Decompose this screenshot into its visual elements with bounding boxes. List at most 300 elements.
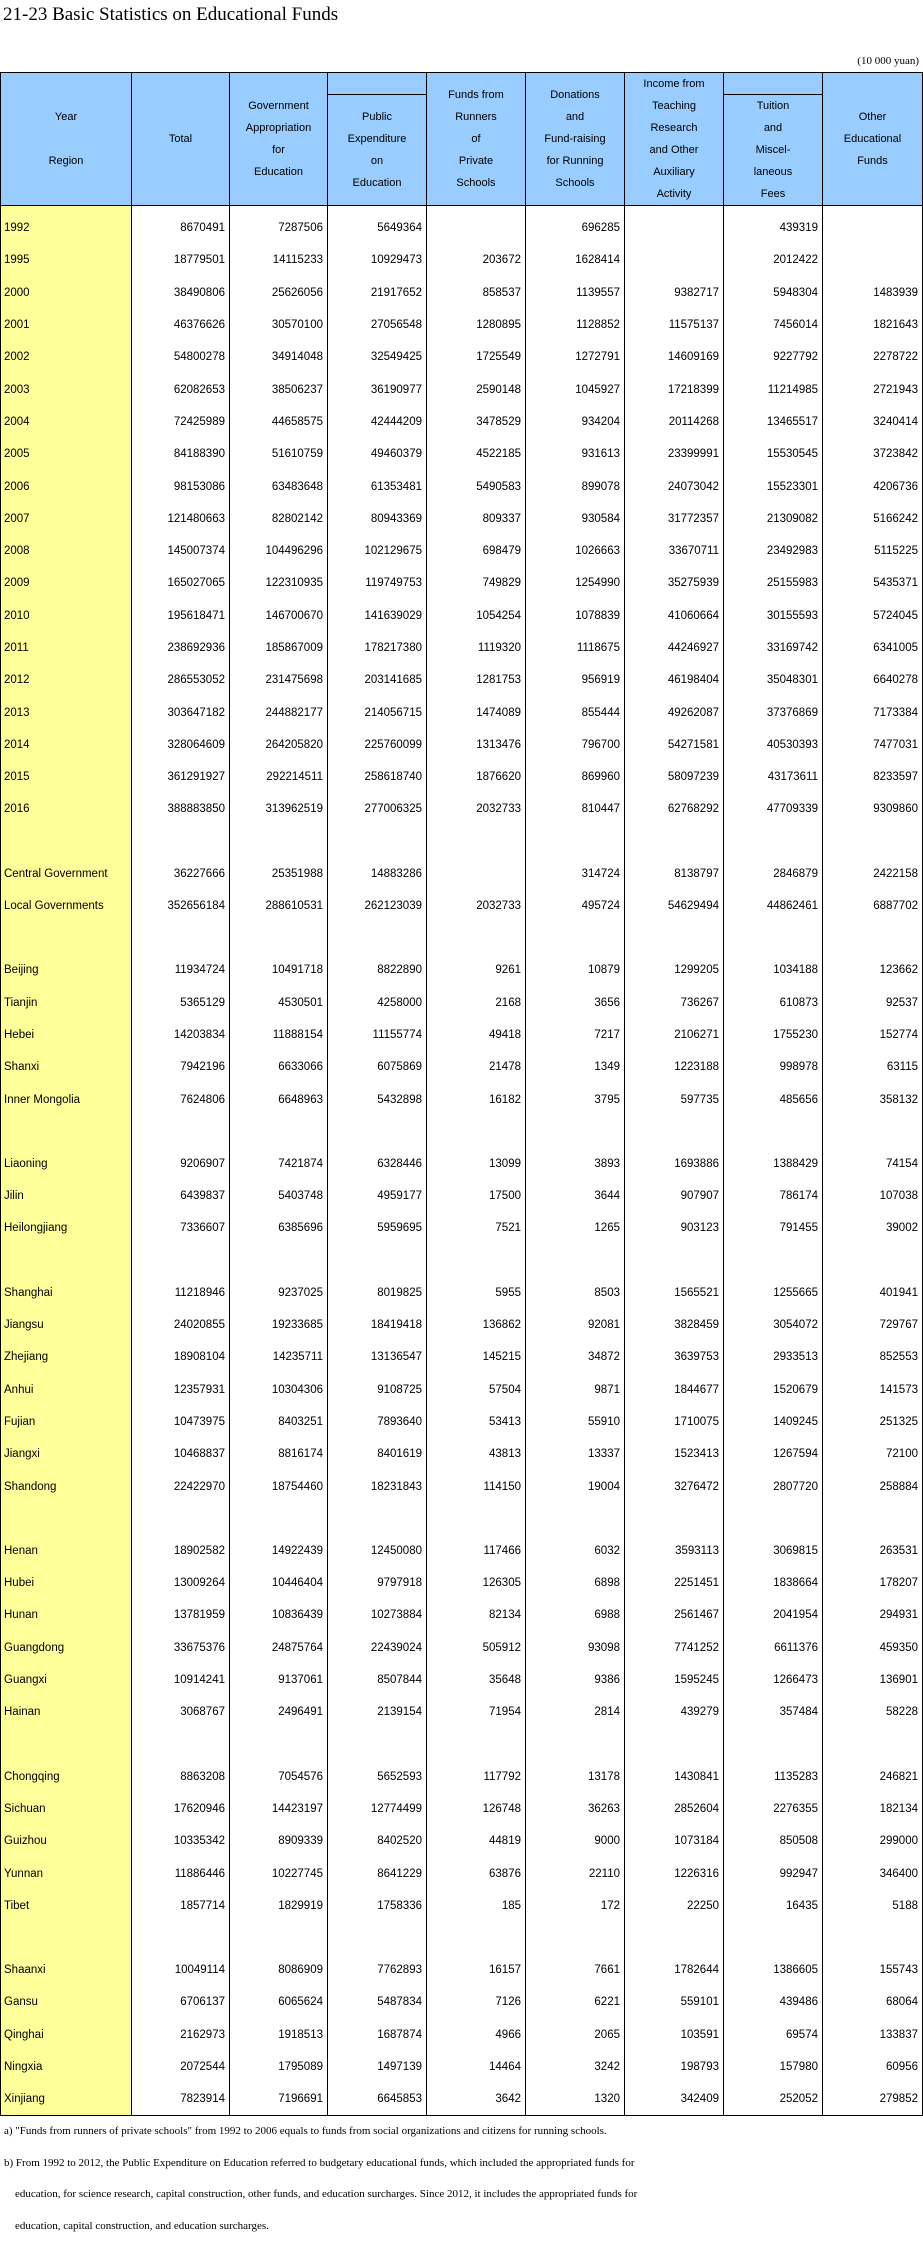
table-cell: 126305 <box>427 1567 526 1599</box>
table-cell: 114150 <box>427 1470 526 1502</box>
table-cell: 6075869 <box>328 1051 427 1083</box>
table-cell: 36227666 <box>132 858 230 890</box>
spacer-row <box>1 1503 923 1535</box>
header-line: Runners <box>427 106 525 128</box>
table-cell <box>427 1116 526 1148</box>
header-line: Donations <box>526 84 624 106</box>
table-cell: 10879 <box>526 954 625 986</box>
table-cell: 1755230 <box>724 1019 823 1051</box>
table-cell: 1821643 <box>823 309 923 341</box>
table-cell: 10914241 <box>132 1664 230 1696</box>
table-cell: 33675376 <box>132 1632 230 1664</box>
table-cell: 6439837 <box>132 1180 230 1212</box>
row-label: 2006 <box>1 470 132 502</box>
table-cell: 11886446 <box>132 1857 230 1889</box>
table-cell: 123662 <box>823 954 923 986</box>
table-cell: 10049114 <box>132 1954 230 1986</box>
table-cell: 182134 <box>823 1793 923 1825</box>
table-cell: 388883850 <box>132 793 230 825</box>
table-cell: 185867009 <box>230 632 328 664</box>
table-cell: 231475698 <box>230 664 328 696</box>
table-cell: 104496296 <box>230 535 328 567</box>
table-row <box>1 2083 923 2116</box>
table-cell: 54271581 <box>625 729 724 761</box>
header-line: Government <box>230 95 327 117</box>
table-cell: 1254990 <box>526 567 625 599</box>
table-cell: 786174 <box>724 1180 823 1212</box>
table-cell: 34872 <box>526 1341 625 1373</box>
table-cell <box>526 1116 625 1148</box>
table-cell <box>328 922 427 954</box>
spacer-row <box>1 1116 923 1148</box>
table-cell: 225760099 <box>328 729 427 761</box>
table-cell: 357484 <box>724 1696 823 1728</box>
table-cell: 11155774 <box>328 1019 427 1051</box>
table-cell: 33670711 <box>625 535 724 567</box>
table-cell: 121480663 <box>132 503 230 535</box>
table-row <box>1 1857 923 1889</box>
table-cell: 288610531 <box>230 890 328 922</box>
table-cell: 23492983 <box>724 535 823 567</box>
table-cell: 10473975 <box>132 1406 230 1438</box>
table-cell: 8909339 <box>230 1825 328 1857</box>
table-cell: 14235711 <box>230 1341 328 1373</box>
table-cell: 43813 <box>427 1438 526 1470</box>
table-cell: 25626056 <box>230 277 328 309</box>
row-label: Tibet <box>1 1890 132 1922</box>
table-row <box>1 1019 923 1051</box>
table-row <box>1 1438 923 1470</box>
row-label: Yunnan <box>1 1857 132 1889</box>
table-cell: 122310935 <box>230 567 328 599</box>
table-cell: 3639753 <box>625 1341 724 1373</box>
table-cell: 82802142 <box>230 503 328 535</box>
table-cell: 7173384 <box>823 696 923 728</box>
table-cell: 852553 <box>823 1341 923 1373</box>
table-cell: 141639029 <box>328 600 427 632</box>
table-cell: 4522185 <box>427 438 526 470</box>
table-cell: 264205820 <box>230 729 328 761</box>
table-cell <box>132 1922 230 1954</box>
table-cell: 3069815 <box>724 1535 823 1567</box>
table-cell <box>625 1245 724 1277</box>
table-cell: 238692936 <box>132 632 230 664</box>
table-row <box>1 1760 923 1792</box>
table-cell: 8670491 <box>132 206 230 245</box>
table-cell: 16435 <box>724 1890 823 1922</box>
table-cell: 21309082 <box>724 503 823 535</box>
table-cell: 46198404 <box>625 664 724 696</box>
table-cell: 855444 <box>526 696 625 728</box>
table-cell: 40530393 <box>724 729 823 761</box>
header-total: Total <box>132 73 230 206</box>
table-cell: 10227745 <box>230 1857 328 1889</box>
table-cell <box>823 1503 923 1535</box>
table-cell: 1520679 <box>724 1374 823 1406</box>
table-cell: 10304306 <box>230 1374 328 1406</box>
table-cell: 4258000 <box>328 987 427 1019</box>
row-label: Shaanxi <box>1 1954 132 1986</box>
header-line: Funds <box>823 150 922 172</box>
spacer-row <box>1 922 923 954</box>
header-line: Schools <box>427 172 525 194</box>
table-row <box>1 373 923 405</box>
table-row <box>1 438 923 470</box>
table-cell: 16157 <box>427 1954 526 1986</box>
table-row <box>1 729 923 761</box>
table-cell <box>328 1116 427 1148</box>
row-label: Guangxi <box>1 1664 132 1696</box>
row-label: Shandong <box>1 1470 132 1502</box>
table-cell: 485656 <box>724 1083 823 1115</box>
table-cell <box>230 1245 328 1277</box>
table-cell <box>132 1245 230 1277</box>
table-cell: 6633066 <box>230 1051 328 1083</box>
table-cell: 9108725 <box>328 1374 427 1406</box>
table-row <box>1 1986 923 2018</box>
table-cell <box>823 826 923 858</box>
table-cell: 5487834 <box>328 1986 427 2018</box>
footnote-b-line2: education, for science research, capital construction, other funds, and education surcharges. Since 2012, it includes the appropriated funds for <box>4 2179 919 2211</box>
table-cell: 1045927 <box>526 373 625 405</box>
table-cell: 992947 <box>724 1857 823 1889</box>
header-gov-blank <box>328 73 427 95</box>
table-cell: 19004 <box>526 1470 625 1502</box>
table-cell: 1313476 <box>427 729 526 761</box>
row-label: 2003 <box>1 373 132 405</box>
row-label: Beijing <box>1 954 132 986</box>
row-label <box>1 1503 132 1535</box>
table-cell: 9797918 <box>328 1567 427 1599</box>
table-row <box>1 1277 923 1309</box>
table-cell: 214056715 <box>328 696 427 728</box>
row-label: 2002 <box>1 341 132 373</box>
footnote-b-line1: b) From 1992 to 2012, the Public Expenditure on Education referred to budgetary educational funds, which included the appropriated funds for <box>4 2148 919 2180</box>
table-cell: 1857714 <box>132 1890 230 1922</box>
table-cell: 51610759 <box>230 438 328 470</box>
table-cell: 43173611 <box>724 761 823 793</box>
table-cell: 8822890 <box>328 954 427 986</box>
table-cell: 11934724 <box>132 954 230 986</box>
table-cell: 16182 <box>427 1083 526 1115</box>
table-cell: 2032733 <box>427 890 526 922</box>
table-row <box>1 1890 923 1922</box>
row-label: 2000 <box>1 277 132 309</box>
table-cell: 314724 <box>526 858 625 890</box>
header-region: Region <box>1 150 131 172</box>
table-cell: 133837 <box>823 2019 923 2051</box>
table-cell <box>724 826 823 858</box>
row-label: Central Government <box>1 858 132 890</box>
table-cell: 2814 <box>526 1696 625 1728</box>
row-label: Jiangxi <box>1 1438 132 1470</box>
header-line: Private <box>427 150 525 172</box>
table-cell: 5166242 <box>823 503 923 535</box>
table-cell: 358132 <box>823 1083 923 1115</box>
table-row <box>1 1825 923 1857</box>
table-row <box>1 1632 923 1664</box>
header-line: Educational <box>823 128 922 150</box>
table-row <box>1 954 923 986</box>
row-label: 2011 <box>1 632 132 664</box>
table-cell: 2162973 <box>132 2019 230 2051</box>
table-cell: 869960 <box>526 761 625 793</box>
table-cell: 69574 <box>724 2019 823 2051</box>
table-cell: 10446404 <box>230 1567 328 1599</box>
table-cell: 24020855 <box>132 1309 230 1341</box>
table-cell: 263531 <box>823 1535 923 1567</box>
table-cell: 251325 <box>823 1406 923 1438</box>
table-cell: 35275939 <box>625 567 724 599</box>
table-row <box>1 1664 923 1696</box>
table-cell: 2846879 <box>724 858 823 890</box>
table-cell: 736267 <box>625 987 724 1019</box>
table-cell: 1758336 <box>328 1890 427 1922</box>
table-cell: 809337 <box>427 503 526 535</box>
table-cell: 1595245 <box>625 1664 724 1696</box>
header-line: Auxiliary <box>625 161 723 183</box>
table-row <box>1 1470 923 1502</box>
table-cell: 146700670 <box>230 600 328 632</box>
table-cell: 3642 <box>427 2083 526 2116</box>
table-cell: 8086909 <box>230 1954 328 1986</box>
row-label: Liaoning <box>1 1148 132 1180</box>
table-cell: 328064609 <box>132 729 230 761</box>
table-cell: 102129675 <box>328 535 427 567</box>
row-label: 2001 <box>1 309 132 341</box>
table-cell <box>132 1503 230 1535</box>
table-cell: 117792 <box>427 1760 526 1792</box>
table-cell: 46376626 <box>132 309 230 341</box>
table-cell: 1693886 <box>625 1148 724 1180</box>
table-cell <box>427 206 526 245</box>
header-line: Education <box>328 172 426 194</box>
table-cell: 858537 <box>427 277 526 309</box>
table-cell: 1272791 <box>526 341 625 373</box>
table-cell: 2041954 <box>724 1599 823 1631</box>
table-cell: 2012422 <box>724 244 823 276</box>
header-runners <box>427 73 526 206</box>
table-cell: 5365129 <box>132 987 230 1019</box>
table-cell: 5188 <box>823 1890 923 1922</box>
table-cell: 956919 <box>526 664 625 696</box>
table-cell: 292214511 <box>230 761 328 793</box>
table-cell: 178207 <box>823 1567 923 1599</box>
header-line: of <box>427 128 525 150</box>
table-cell <box>526 1245 625 1277</box>
table-row <box>1 1341 923 1373</box>
table-cell: 998978 <box>724 1051 823 1083</box>
header-line: Activity <box>625 183 723 205</box>
table-cell: 62768292 <box>625 793 724 825</box>
table-cell: 1320 <box>526 2083 625 2116</box>
row-label: Hunan <box>1 1599 132 1631</box>
table-cell: 2251451 <box>625 1567 724 1599</box>
table-cell <box>823 922 923 954</box>
table-cell: 1139557 <box>526 277 625 309</box>
table-cell: 5432898 <box>328 1083 427 1115</box>
table-row <box>1 1599 923 1631</box>
header-income <box>625 73 724 206</box>
table-cell: 7477031 <box>823 729 923 761</box>
spacer-row <box>1 826 923 858</box>
table-cell: 203672 <box>427 244 526 276</box>
table-row <box>1 1406 923 1438</box>
table-row <box>1 1793 923 1825</box>
table-row <box>1 2051 923 2083</box>
table-cell: 729767 <box>823 1309 923 1341</box>
table-cell: 172 <box>526 1890 625 1922</box>
table-cell: 17500 <box>427 1180 526 1212</box>
table-cell: 136901 <box>823 1664 923 1696</box>
table-cell: 14883286 <box>328 858 427 890</box>
table-cell: 18908104 <box>132 1341 230 1373</box>
table-cell: 6611376 <box>724 1632 823 1664</box>
table-cell: 13099 <box>427 1148 526 1180</box>
table-cell: 9261 <box>427 954 526 986</box>
table-cell: 152774 <box>823 1019 923 1051</box>
header-line: Teaching <box>625 95 723 117</box>
table-row <box>1 406 923 438</box>
table-cell: 157980 <box>724 2051 823 2083</box>
table-cell <box>132 1116 230 1148</box>
table-cell <box>427 1245 526 1277</box>
row-label: 2014 <box>1 729 132 761</box>
row-label: Zhejiang <box>1 1341 132 1373</box>
table-cell <box>823 206 923 245</box>
header-tuition <box>724 95 823 206</box>
table-cell: 9137061 <box>230 1664 328 1696</box>
header-line: Expenditure <box>328 128 426 150</box>
footnote-a: a) "Funds from runners of private schools" from 1992 to 2006 equals to funds from social organizations and citizens for running schools. <box>4 2116 919 2148</box>
table-row <box>1 2019 923 2051</box>
table-row <box>1 206 923 245</box>
table-cell: 57504 <box>427 1374 526 1406</box>
header-line: Fees <box>724 183 822 205</box>
table-cell: 24073042 <box>625 470 724 502</box>
table-cell <box>132 826 230 858</box>
row-label: Jilin <box>1 1180 132 1212</box>
header-year: Year <box>1 106 131 128</box>
table-cell: 850508 <box>724 1825 823 1857</box>
header-line: Income from <box>625 73 723 95</box>
table-cell: 9206907 <box>132 1148 230 1180</box>
table-cell: 8816174 <box>230 1438 328 1470</box>
header-line: and <box>724 117 822 139</box>
table-cell: 5490583 <box>427 470 526 502</box>
table-cell: 6706137 <box>132 1986 230 2018</box>
row-label <box>1 826 132 858</box>
table-cell: 6648963 <box>230 1083 328 1115</box>
table-cell: 22439024 <box>328 1632 427 1664</box>
table-cell: 49262087 <box>625 696 724 728</box>
row-label: Anhui <box>1 1374 132 1406</box>
table-cell: 1128852 <box>526 309 625 341</box>
table-cell: 72425989 <box>132 406 230 438</box>
table-cell: 1876620 <box>427 761 526 793</box>
row-label: Local Governments <box>1 890 132 922</box>
table-cell: 1829919 <box>230 1890 328 1922</box>
table-cell: 8401619 <box>328 1438 427 1470</box>
table-cell: 277006325 <box>328 793 427 825</box>
table-cell: 1026663 <box>526 535 625 567</box>
table-cell: 9237025 <box>230 1277 328 1309</box>
row-label: Ningxia <box>1 2051 132 2083</box>
row-label <box>1 1116 132 1148</box>
spacer-row <box>1 1245 923 1277</box>
table-cell: 98153086 <box>132 470 230 502</box>
table-cell <box>427 826 526 858</box>
table-cell: 18754460 <box>230 1470 328 1502</box>
table-cell: 1710075 <box>625 1406 724 1438</box>
table-cell: 2561467 <box>625 1599 724 1631</box>
row-label: Heilongjiang <box>1 1212 132 1244</box>
table-row <box>1 1309 923 1341</box>
table-cell: 1918513 <box>230 2019 328 2051</box>
table-cell <box>823 1116 923 1148</box>
table-cell: 37376869 <box>724 696 823 728</box>
table-cell: 92537 <box>823 987 923 1019</box>
table-row <box>1 1148 923 1180</box>
table-cell: 8863208 <box>132 1760 230 1792</box>
table-cell <box>625 1922 724 1954</box>
row-label: Qinghai <box>1 2019 132 2051</box>
table-cell: 30155593 <box>724 600 823 632</box>
table-cell <box>526 1503 625 1535</box>
table-cell: 8641229 <box>328 1857 427 1889</box>
table-cell: 23399991 <box>625 438 724 470</box>
row-label: Hebei <box>1 1019 132 1051</box>
row-label: 2016 <box>1 793 132 825</box>
table-cell: 15523301 <box>724 470 823 502</box>
table-cell: 7126 <box>427 1986 526 2018</box>
table-row <box>1 567 923 599</box>
table-cell: 698479 <box>427 535 526 567</box>
table-cell: 1054254 <box>427 600 526 632</box>
table-cell: 22250 <box>625 1890 724 1922</box>
table-cell: 22422970 <box>132 1470 230 1502</box>
row-label: 2004 <box>1 406 132 438</box>
table-cell: 1266473 <box>724 1664 823 1696</box>
table-cell: 141573 <box>823 1374 923 1406</box>
table-cell: 2933513 <box>724 1341 823 1373</box>
table-cell: 2278722 <box>823 341 923 373</box>
table-cell <box>625 244 724 276</box>
table-cell: 62082653 <box>132 373 230 405</box>
table-cell: 303647182 <box>132 696 230 728</box>
table-cell <box>427 858 526 890</box>
table-cell: 10836439 <box>230 1599 328 1631</box>
table-cell <box>526 922 625 954</box>
table-cell: 352656184 <box>132 890 230 922</box>
table-cell: 10273884 <box>328 1599 427 1631</box>
table-cell: 7287506 <box>230 206 328 245</box>
table-cell: 934204 <box>526 406 625 438</box>
table-cell <box>625 826 724 858</box>
row-label <box>1 1728 132 1760</box>
table-cell: 2032733 <box>427 793 526 825</box>
table-cell: 17218399 <box>625 373 724 405</box>
table-cell: 44819 <box>427 1825 526 1857</box>
table-cell: 9386 <box>526 1664 625 1696</box>
table-cell: 36190977 <box>328 373 427 405</box>
table-row <box>1 277 923 309</box>
table-row <box>1 1180 923 1212</box>
table-cell <box>328 1503 427 1535</box>
table-cell: 63876 <box>427 1857 526 1889</box>
table-cell: 1135283 <box>724 1760 823 1792</box>
table-cell: 2590148 <box>427 373 526 405</box>
